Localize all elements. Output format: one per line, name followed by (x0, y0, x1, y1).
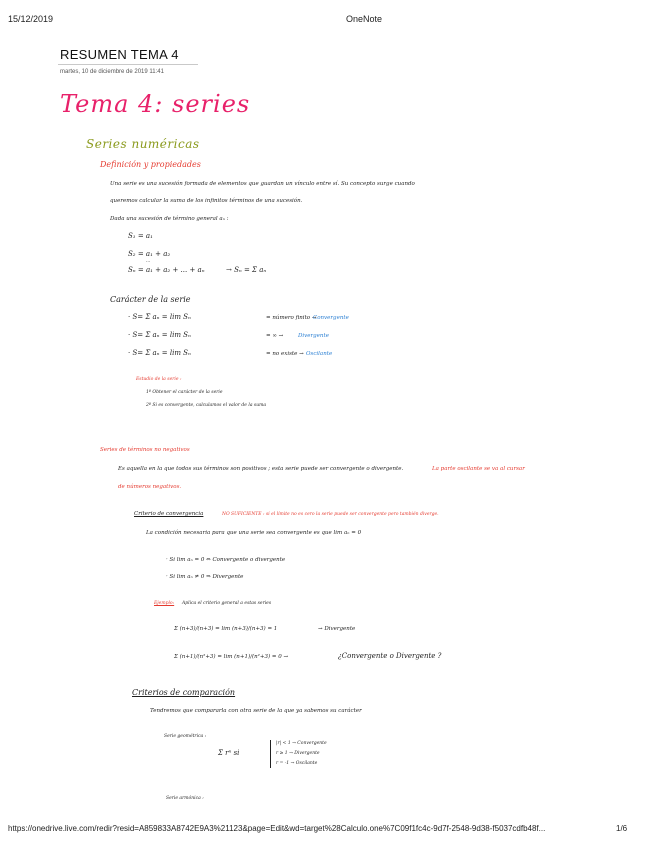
section-series-numericas: Series numéricas (86, 137, 200, 151)
estudio-step-1: 1º Obtener el carácter de la serie (146, 390, 223, 395)
criterio-bullet-2: · Si lim aₙ ≠ 0 ⇒ Divergente (166, 574, 244, 580)
comparacion-text: Tendremos que compararla con otra serie de la que ya sabemos su carácter (150, 708, 362, 714)
estudio-heading: Estudio de la serie : (136, 377, 182, 382)
subheading-caracter: Carácter de la serie (110, 295, 191, 304)
caracter-row-lhs: · S= Σ aₙ = lim Sₙ (128, 313, 191, 321)
condicion-necesaria: La condición necesaria para que una serie sea convergente es que lim aₙ = 0 (146, 530, 362, 536)
no-negativos-para: Es aquella en la que todos sus términos son positivos ; esta serie puede ser convergente o divergente. (118, 466, 404, 472)
print-page-count: 1/6 (616, 824, 628, 833)
dada-sucesion: Dada una sucesión de término general aₙ : (110, 216, 229, 222)
serie-geometrica-sum: Σ rⁿ si (218, 749, 240, 757)
no-suficiente-note: NO SUFICIENTE : si el límite no es cero la serie puede ser convergente pero también diverge. (222, 512, 439, 517)
title-underline (58, 64, 198, 65)
caracter-row-mid: = ∞ → (266, 333, 284, 339)
caracter-row-lhs: · S= Σ aₙ = lim Sₙ (128, 331, 191, 339)
print-app-name: OneNote (346, 14, 383, 24)
serie-armonica-label: Serie armónica : (166, 796, 204, 801)
series-sum-definition: → Sₙ = Σ aₙ (226, 266, 267, 274)
serie-geometrica-label: Serie geométrica : (164, 734, 207, 739)
partial-sum-dots: ... (146, 259, 151, 264)
subheading-criterios-comparacion: Criterios de comparación (132, 688, 236, 697)
subheading-criterio-convergencia: Criterio de convergencia (134, 511, 204, 517)
no-negativos-para-highlight: La parte oscilante se va al cursar (432, 466, 525, 472)
topic-heading: Tema 4: series (60, 90, 251, 118)
criterio-bullet-1: · Si lim aₙ = 0 ⇔ Convergente o divergente (166, 557, 286, 563)
page-title[interactable]: RESUMEN TEMA 4 (60, 47, 179, 62)
caracter-row-lhs: · S= Σ aₙ = lim Sₙ (128, 349, 191, 357)
ejemplo-text: Aplica el criterio general a estas series (182, 601, 272, 606)
ejemplo-label: Ejemplo: (154, 601, 175, 606)
result-convergente: Convergente (313, 315, 349, 321)
geometrica-case-3: r = -1 → Oscilante (276, 761, 318, 766)
geometrica-case-1: |r| < 1 → Convergente (276, 741, 327, 746)
definicion-para-2: queremos calcular la suma de los infinitos términos de una sucesión. (110, 198, 303, 204)
result-oscilante: Oscilante (306, 351, 333, 357)
cases-brace (270, 740, 271, 768)
partial-sum-s2: S₂ = a₁ + a₂ (128, 250, 171, 258)
partial-sum-s1: S₁ = a₁ (128, 232, 153, 240)
print-footer-url: https://onedrive.live.com/redir?resid=A859833A8742E9A3%21123&page=Edit&wd=target%28Calculo.one%7C09f1fc4c-9d7f-2548-9d38-f5037cdfb48f... (8, 824, 546, 833)
ejemplo-1-result: → Divergente (318, 626, 356, 632)
estudio-step-2: 2º Si es convergente, calculamos el valor de la suma (146, 403, 267, 408)
no-negativos-para-highlight-2: de números negativos. (118, 484, 182, 490)
page-timestamp: martes, 10 de diciembre de 2019 11:41 (60, 69, 164, 75)
ejemplo-2-result: ¿Convergente o Divergente ? (338, 652, 442, 660)
ejemplo-2-lhs: Σ (n+1)/(n²+3) = lim (n+1)/(n²+3) = 0 → (174, 654, 289, 660)
caracter-row-mid: = número finito → (266, 315, 317, 321)
print-date: 15/12/2019 (8, 14, 54, 24)
ejemplo-1-lhs: Σ (n+3)/(n+3) = lim (n+3)/(n+3) = 1 (174, 626, 278, 632)
subheading-definicion: Definición y propiedades (100, 160, 201, 169)
partial-sum-sn: Sₙ = a₁ + a₂ + ... + aₙ (128, 266, 205, 274)
caracter-row-mid: = no existe → (266, 351, 304, 357)
result-divergente: Divergente (298, 333, 329, 339)
definicion-para-1: Una serie es una sucesión formada de elementos que guardan un vínculo entre sí. Su concepto surge cuando (110, 181, 415, 187)
subheading-no-negativos: Series de términos no negativos (100, 447, 190, 453)
geometrica-case-2: r ≥ 1 → Divergente (276, 751, 320, 756)
